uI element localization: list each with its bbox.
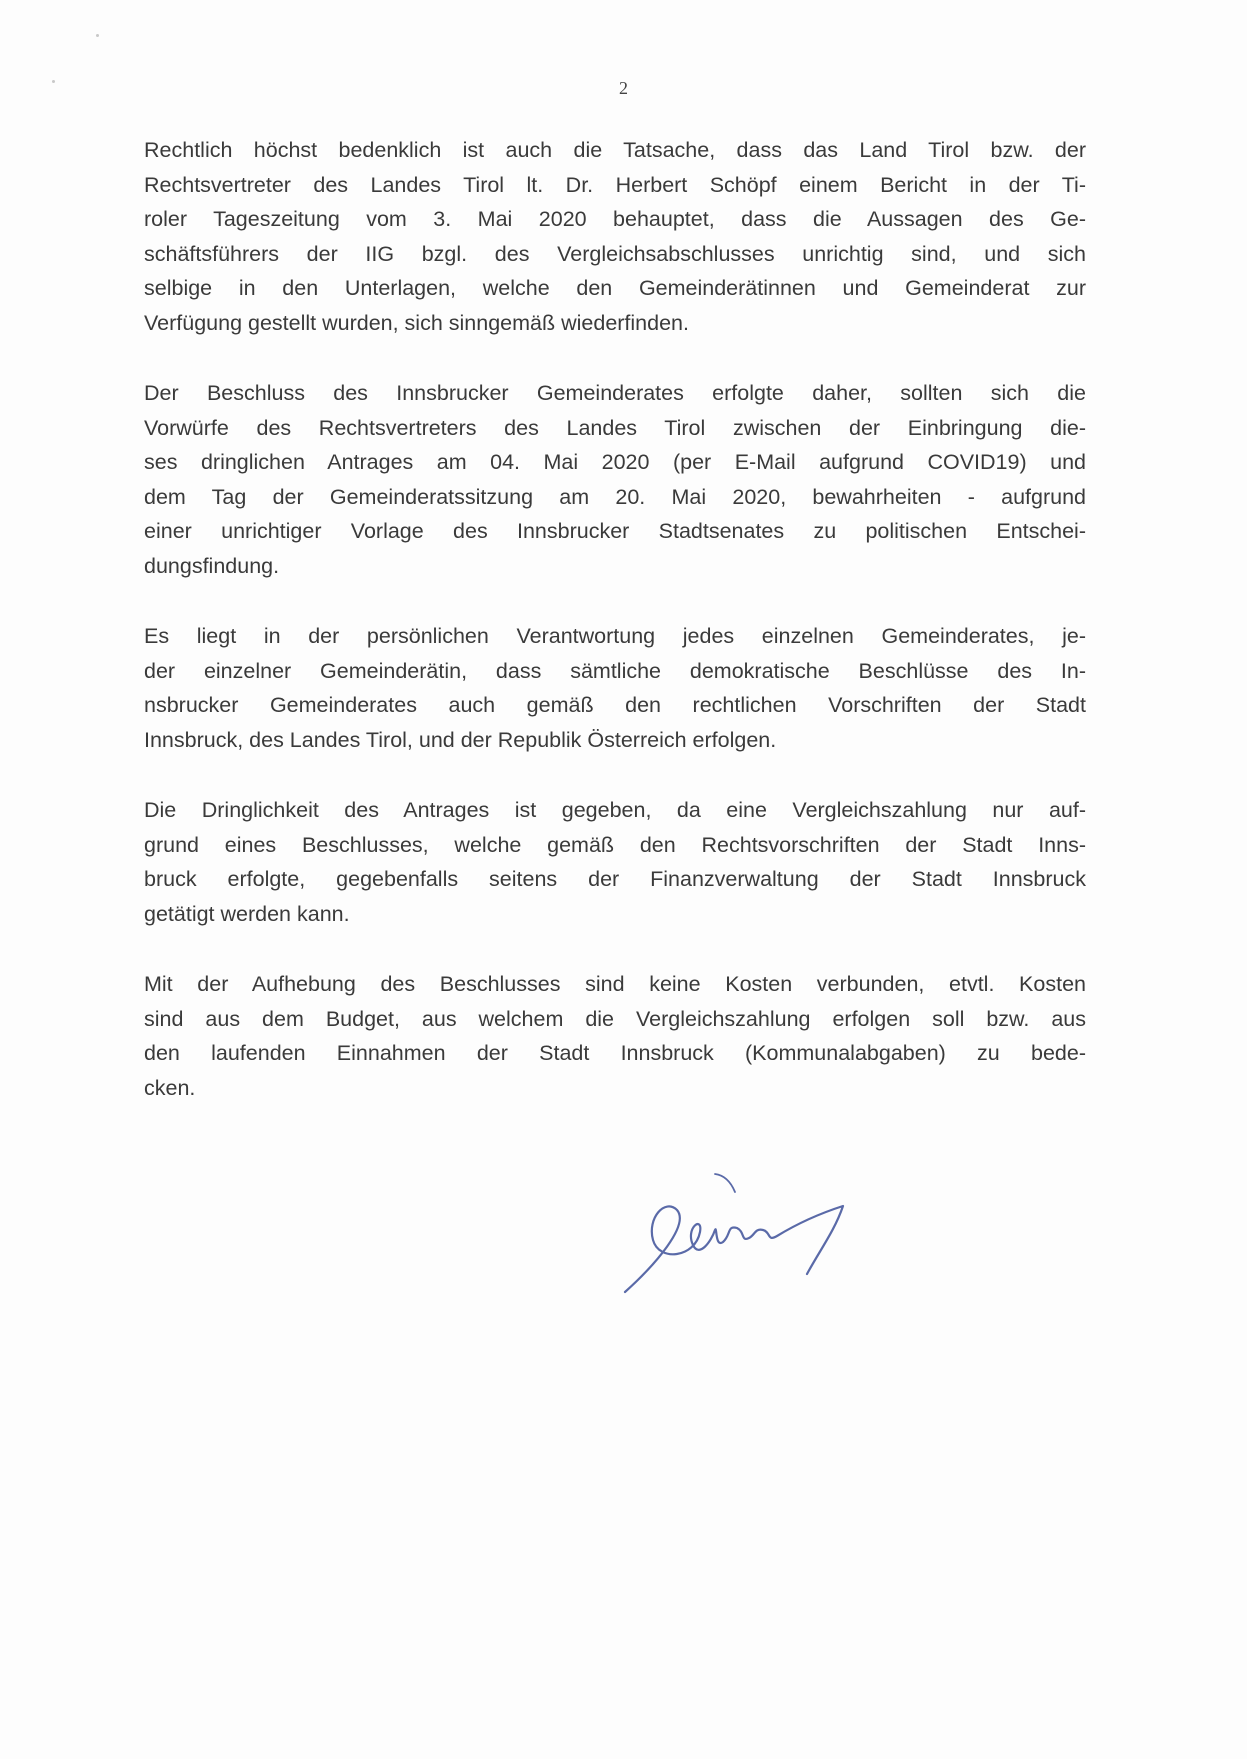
text-line: Der Beschluss des Innsbrucker Gemeinderates erfolgte daher, sollten sich die <box>144 381 1086 405</box>
text-line: grund eines Beschlusses, welche gemäß den Rechtsvorschriften der Stadt Inns- <box>144 832 1086 857</box>
signature-stroke <box>625 1206 843 1292</box>
text-line: Vorwürfe des Rechtsvertreters des Landes Tirol zwischen der Einbringung die- <box>144 415 1086 440</box>
text-line: selbige in den Unterlagen, welche den Gemeinderätinnen und Gemeinderat zur <box>144 276 1086 300</box>
text-line: dem Tag der Gemeinderatssitzung am 20. Mai 2020, bewahrheiten - aufgrund <box>144 484 1086 509</box>
page-number: 2 <box>619 78 628 98</box>
text-line: der einzelner Gemeinderätin, dass sämtliche demokratische Beschlüsse des In- <box>144 658 1086 683</box>
handwritten-signature <box>615 1170 915 1300</box>
text-line: Innsbruck, des Landes Tirol, und der Republik Österreich erfolgen. <box>144 727 777 752</box>
text-line: sind aus dem Budget, aus welchem die Vergleichszahlung erfolgen soll bzw. aus <box>144 1006 1086 1031</box>
paragraph-legal-concerns <box>144 133 1086 340</box>
text-line: dungsfindung. <box>144 553 280 578</box>
text-line: bruck erfolgte, gegebenfalls seitens der Finanzverwaltung der Stadt Innsbruck <box>144 867 1086 891</box>
text-line: Mit der Aufhebung des Beschlusses sind keine Kosten verbunden, etvtl. Kosten <box>144 972 1086 996</box>
text-line: nsbrucker Gemeinderates auch gemäß den rechtlichen Vorschriften der Stadt <box>144 693 1086 717</box>
text-line: schäftsführers der IIG bzgl. des Vergleichsabschlusses unrichtig sind, und sich <box>144 241 1086 266</box>
text-line: einer unrichtiger Vorlage des Innsbrucker Stadtsenates zu politischen Entschei- <box>144 519 1086 543</box>
paragraph-responsibility <box>144 619 1086 757</box>
text-line: Rechtlich höchst bedenklich ist auch die Tatsache, dass das Land Tirol bzw. der <box>144 138 1086 162</box>
text-line: Es liegt in der persönlichen Verantwortung jedes einzelnen Gemeinderates, je- <box>144 624 1086 648</box>
paragraph-costs <box>144 967 1086 1105</box>
text-line: getätigt werden kann. <box>144 901 350 926</box>
text-line: cken. <box>144 1075 196 1100</box>
letter-body <box>144 133 1086 1141</box>
paragraph-council-decision <box>144 376 1086 583</box>
text-line: Die Dringlichkeit des Antrages ist gegeben, da eine Vergleichszahlung nur auf- <box>144 798 1086 822</box>
text-line: den laufenden Einnahmen der Stadt Innsbruck (Kommunalabgaben) zu bede- <box>144 1041 1086 1065</box>
text-line: Rechtsvertreter des Landes Tirol lt. Dr. Herbert Schöpf einem Bericht in der Ti- <box>144 172 1086 197</box>
text-line: ses dringlichen Antrages am 04. Mai 2020 (per E-Mail aufgrund COVID19) und <box>144 450 1086 474</box>
text-line: roler Tageszeitung vom 3. Mai 2020 behauptet, dass die Aussagen des Ge- <box>144 207 1086 231</box>
scan-speck <box>96 34 99 37</box>
signature-flourish <box>715 1174 735 1192</box>
paragraph-urgency <box>144 793 1086 931</box>
text-line: Verfügung gestellt wurden, sich sinngemäß wiederfinden. <box>144 310 689 335</box>
